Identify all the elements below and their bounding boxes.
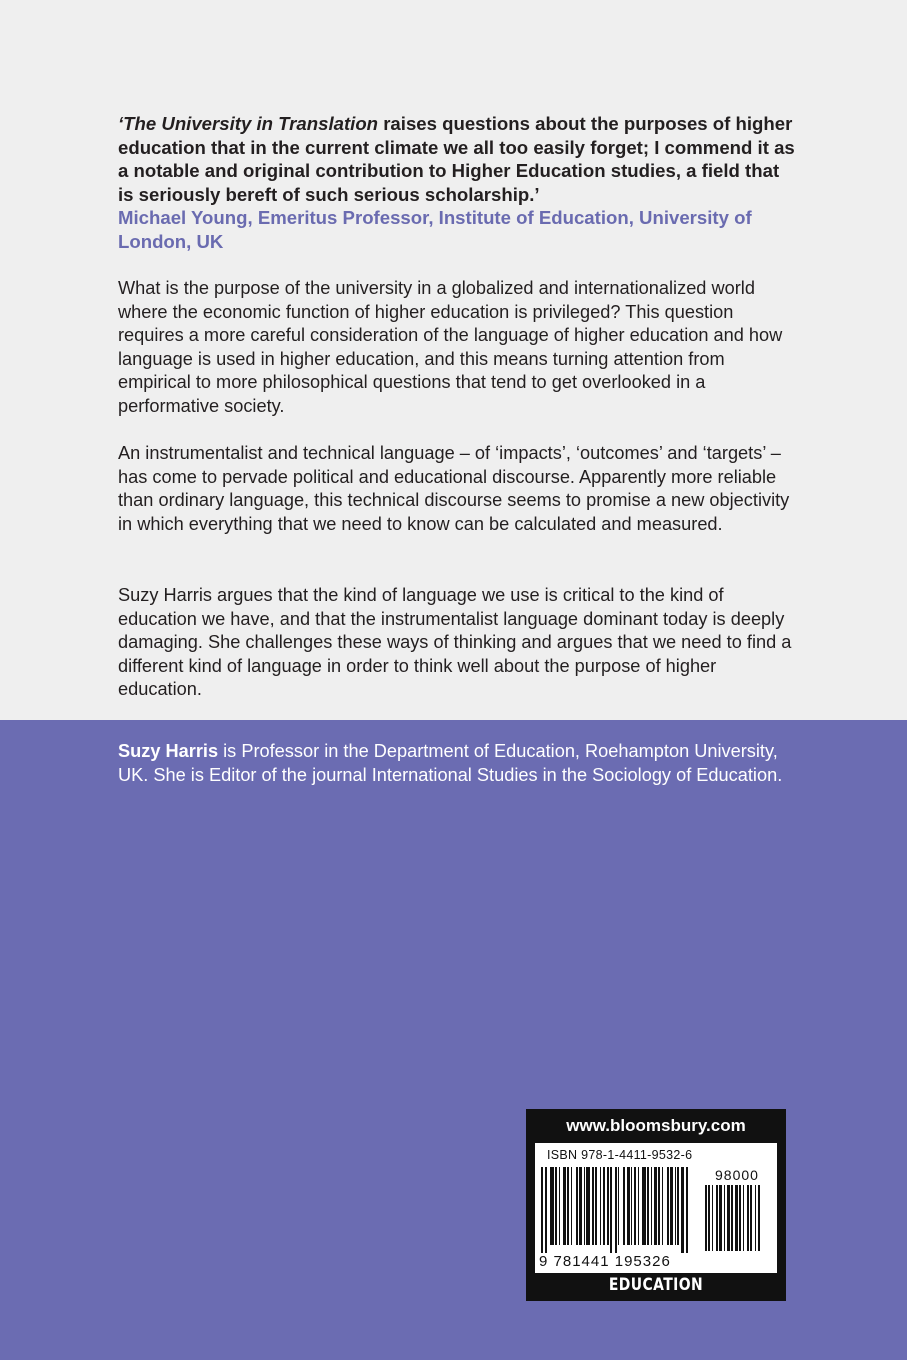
endorsement-text: raises questions about the purposes of higher education that in the current climate we all too easily forget; I commend it as a notable and original contribution to Higher Education studies, a field that is seriously bereft of such serious scholarship.’: [118, 113, 795, 205]
barcode-bar: [667, 1167, 669, 1245]
author-panel: [0, 720, 907, 1360]
barcode-bar: [563, 1167, 566, 1245]
barcode-bar: [686, 1167, 688, 1253]
author-bio-text: is Professor in the Department of Education, Roehampton University, UK. She is Editor of the journal International Studies in the Sociology of Education.: [118, 741, 783, 785]
barcode-bar: [670, 1167, 673, 1245]
barcode-bar: [567, 1167, 569, 1245]
barcode-bar: [677, 1167, 679, 1245]
barcode-bar: [719, 1185, 722, 1251]
publisher-url: www.bloomsbury.com: [566, 1116, 746, 1135]
barcode-box: [526, 1109, 786, 1301]
barcode-bar: [654, 1167, 657, 1245]
blurb-paragraph-1: What is the purpose of the university in a globalized and internationalized world where the economic function of higher education is privileged? This question requires a more careful consideration of the language of higher education and how language is used in higher education, and this means turning attention from empirical to more philosophical questions that tend to get overlooked in a performative society.: [118, 278, 783, 416]
author-bio: [118, 740, 798, 787]
barcode-bar: [724, 1185, 725, 1251]
barcode-bar: [555, 1167, 557, 1245]
barcode-bar: [642, 1167, 646, 1245]
barcode-bar: [727, 1185, 730, 1251]
barcode-bar: [634, 1167, 636, 1245]
barcode-bar: [747, 1185, 749, 1251]
barcode-bar: [731, 1185, 733, 1251]
quoted-book-title: ‘The University in Translation: [118, 113, 379, 134]
barcode-bar: [658, 1167, 660, 1245]
barcode-bar: [631, 1167, 632, 1245]
barcode-bar: [743, 1185, 744, 1251]
subject-category: EDUCATION: [608, 1275, 704, 1295]
barcode-bar: [615, 1167, 617, 1253]
barcode-bar: [662, 1167, 663, 1245]
barcode-bar: [758, 1185, 760, 1251]
barcode-bar: [559, 1167, 560, 1245]
barcode-bar: [638, 1167, 639, 1245]
barcode-bar: [541, 1167, 543, 1253]
barcode-bar: [716, 1185, 718, 1251]
barcode-bar: [627, 1167, 630, 1245]
barcode-bar: [595, 1167, 597, 1245]
blurb-paragraph-3: Suzy Harris argues that the kind of language we use is critical to the kind of education we have, and that the instrumentalist language dominant today is deeply damaging. She challenges these ways of thinking and argues that we need to find a different kind of language in order to think well about the purpose of higher education.: [118, 585, 792, 700]
barcode-bar: [576, 1167, 578, 1245]
barcode-bar: [750, 1185, 752, 1251]
price-code: 98000: [715, 1167, 759, 1183]
barcode-bar: [647, 1167, 649, 1245]
barcode-bar: [705, 1185, 707, 1251]
barcode-bar: [571, 1167, 572, 1245]
barcode-bar: [675, 1167, 676, 1245]
barcode-bar: [681, 1167, 684, 1253]
endorsement-quote: [118, 112, 798, 206]
barcode-bar: [739, 1185, 741, 1251]
barcode-bar: [579, 1167, 582, 1245]
barcode-bar: [755, 1185, 756, 1251]
price-addon-barcode-image: [705, 1185, 771, 1253]
endorsement-attribution: Michael Young, Emeritus Professor, Institute of Education, University of London, UK: [118, 207, 752, 252]
isbn-label: ISBN 978-1-4411-9532-6: [547, 1148, 693, 1162]
barcode-bar: [545, 1167, 547, 1253]
barcode-bar: [607, 1167, 609, 1245]
barcode-panel: [535, 1143, 777, 1273]
barcode-bar: [623, 1167, 625, 1245]
ean-barcode-image: [541, 1167, 701, 1253]
barcode-bar: [584, 1167, 585, 1245]
barcode-bar: [586, 1167, 590, 1245]
barcode-bar: [712, 1185, 713, 1251]
ean-digits: 9 781441 195326: [539, 1253, 671, 1270]
barcode-bar: [618, 1167, 619, 1245]
blurb-paragraph-2: An instrumentalist and technical language – of ‘impacts’, ‘outcomes’ and ‘targets’ – has come to pervade political and educational discourse. Apparently more reliable than ordinary language, this technical discourse seems to promise a new objectivity in which everything that we need to know can be calculated and measured.: [118, 443, 790, 534]
barcode-bar: [735, 1185, 738, 1251]
author-name: Suzy Harris: [118, 741, 219, 761]
barcode-bar: [592, 1167, 594, 1245]
barcode-bar: [651, 1167, 652, 1245]
barcode-bar: [550, 1167, 554, 1245]
barcode-bar: [600, 1167, 601, 1245]
barcode-bar: [603, 1167, 605, 1245]
barcode-bar: [708, 1185, 710, 1251]
barcode-bar: [610, 1167, 612, 1253]
